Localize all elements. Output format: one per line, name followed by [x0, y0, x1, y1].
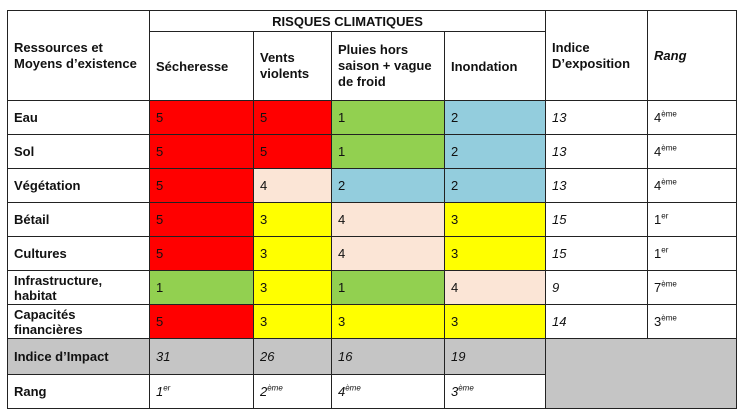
risk-cell: 5 [150, 169, 254, 203]
risk-cell: 5 [254, 135, 332, 169]
row-label: Eau [8, 101, 150, 135]
impact-cell: 26 [254, 339, 332, 375]
risk-cell: 2 [332, 169, 445, 203]
risk-cell: 1 [332, 101, 445, 135]
rang-row-suffix: ème [267, 383, 283, 393]
rang-cell [648, 169, 737, 203]
risk-cell: 1 [332, 135, 445, 169]
rang-suffix: er [661, 211, 669, 221]
rang-suffix: ème [661, 279, 677, 289]
risk-cell: 4 [445, 271, 546, 305]
risk-cell: 3 [445, 305, 546, 339]
rang-row-value: 3 [451, 384, 459, 399]
row-label: Végétation [8, 169, 150, 203]
risk-cell: 3 [254, 203, 332, 237]
risk-cell: 5 [150, 305, 254, 339]
row-label: Bétail [8, 203, 150, 237]
impact-cell: 16 [332, 339, 445, 375]
climate-risk-table [7, 10, 737, 409]
risques-climatiques-header [150, 11, 546, 32]
rang-cell [648, 237, 737, 271]
table-row [8, 237, 737, 271]
rang-row-suffix: ème [458, 383, 474, 393]
risk-cell: 3 [445, 203, 546, 237]
indice-cell: 9 [546, 271, 648, 305]
risques-title: RISQUES CLIMATIQUES [272, 13, 423, 29]
risk-cell: 3 [254, 237, 332, 271]
rang-suffix: ème [661, 313, 677, 323]
risk-cell: 4 [332, 237, 445, 271]
rang-cell [648, 271, 737, 305]
risk-cell: 5 [254, 101, 332, 135]
rang-cell [648, 135, 737, 169]
risk-cell: 1 [150, 271, 254, 305]
row-label: Cultures [8, 237, 150, 271]
rang-header-label: Rang [654, 48, 687, 63]
rang-row-label: Rang [8, 375, 150, 409]
rang-value: 4 [654, 178, 662, 193]
empty-gray-block [546, 339, 737, 409]
indice-exposition-header [546, 11, 648, 101]
impact-cell: 31 [150, 339, 254, 375]
indice-cell: 13 [546, 169, 648, 203]
rang-suffix: ème [661, 109, 677, 119]
rang-row-value: 2 [260, 384, 268, 399]
resources-header [8, 11, 150, 101]
rang-value: 1 [654, 212, 662, 227]
rang-row-value: 1 [156, 384, 164, 399]
risk-cell: 4 [254, 169, 332, 203]
impact-row [8, 339, 737, 375]
impact-cell: 19 [445, 339, 546, 375]
resources-header-label: Ressources et Moyens d’existence [14, 39, 137, 71]
table-row [8, 169, 737, 203]
rang-suffix: ème [661, 143, 677, 153]
indice-cell: 13 [546, 135, 648, 169]
risk-cell: 3 [332, 305, 445, 339]
risk-cell: 3 [254, 305, 332, 339]
risk-cell: 5 [150, 101, 254, 135]
impact-label: Indice d’Impact [8, 339, 150, 375]
indice-cell: 15 [546, 237, 648, 271]
table-row [8, 271, 737, 305]
rang-row-suffix: er [163, 383, 171, 393]
rang-value: 7 [654, 280, 662, 295]
risk-cell: 3 [445, 237, 546, 271]
table-row [8, 135, 737, 169]
row-label: Infrastructure, habitat [8, 271, 150, 305]
risk-cell: 5 [150, 237, 254, 271]
risk-cell: 2 [445, 169, 546, 203]
rang-suffix: er [661, 245, 669, 255]
indice-cell: 15 [546, 203, 648, 237]
rang-value: 1 [654, 246, 662, 261]
risk-header-pluies-froid: Pluies hors saison + vague de froid [332, 32, 445, 101]
rang-value: 4 [654, 144, 662, 159]
row-label: Sol [8, 135, 150, 169]
rang-cell [648, 305, 737, 339]
risk-cell: 4 [332, 203, 445, 237]
table-body [8, 101, 737, 409]
rang-header [648, 11, 737, 101]
indice-cell: 13 [546, 101, 648, 135]
rang-value: 3 [654, 314, 662, 329]
rang-row-cell [254, 375, 332, 409]
table-row [8, 203, 737, 237]
table-row [8, 101, 737, 135]
rang-row-cell [150, 375, 254, 409]
rang-cell [648, 203, 737, 237]
table-row [8, 305, 737, 339]
indice-cell: 14 [546, 305, 648, 339]
risk-cell: 3 [254, 271, 332, 305]
risk-header-inondation: Inondation [445, 32, 546, 101]
rang-cell [648, 101, 737, 135]
rang-row-cell [332, 375, 445, 409]
row-label: Capacités financières [8, 305, 150, 339]
rang-value: 4 [654, 110, 662, 125]
rang-row-value: 4 [338, 384, 346, 399]
risk-cell: 5 [150, 203, 254, 237]
risk-header-vents-violents: Vents violents [254, 32, 332, 101]
rang-row-suffix: ème [345, 383, 361, 393]
risk-cell: 2 [445, 101, 546, 135]
risk-header-secheresse: Sécheresse [150, 32, 254, 101]
risk-cell: 5 [150, 135, 254, 169]
risk-cell: 1 [332, 271, 445, 305]
risk-cell: 2 [445, 135, 546, 169]
indice-exposition-label: Indice D’exposition [552, 39, 631, 71]
rang-row-cell [445, 375, 546, 409]
rang-suffix: ème [661, 177, 677, 187]
